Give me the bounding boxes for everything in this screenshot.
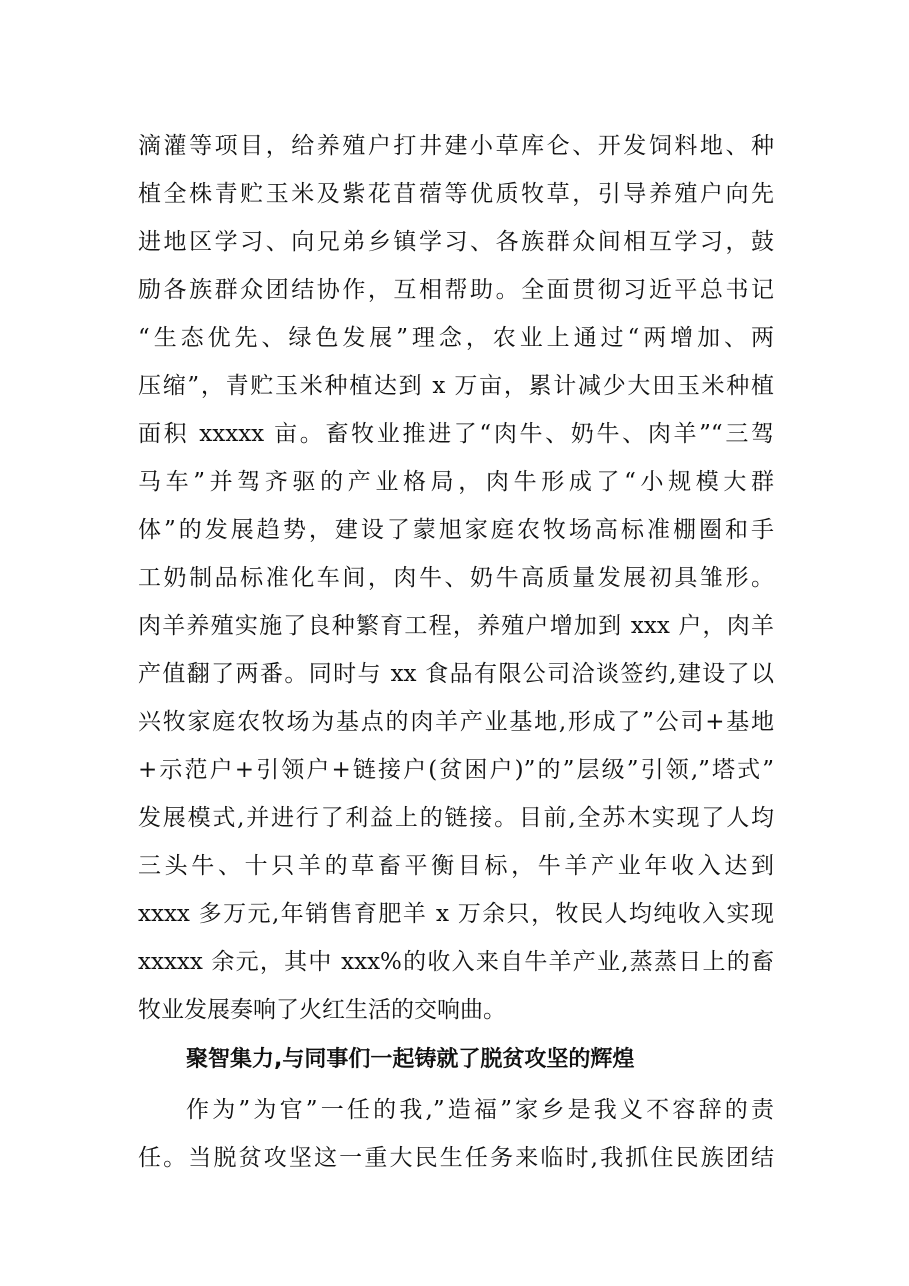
paragraph-line: 植全株青贮玉米及紫花苜蓿等优质牧草，引导养殖户向先	[138, 181, 774, 207]
paragraph-line: 工奶制品标准化车间，肉牛、奶牛高质量发展初具雏形。	[138, 565, 774, 591]
section-heading: 聚智集力,与同事们一起铸就了脱贫攻坚的辉煌	[186, 1047, 635, 1072]
paragraph-line: 任。当脱贫攻坚这一重大民生任务来临时,我抓住民族团结	[138, 1145, 774, 1171]
paragraph-line: 滴灌等项目，给养殖户打井建小草库仑、开发饲料地、种	[138, 133, 774, 159]
paragraph-line: 三头牛、十只羊的草畜平衡目标，牛羊产业年收入达到	[138, 853, 774, 879]
paragraph-line: 兴牧家庭农牧场为基点的肉羊产业基地,形成了”公司+基地	[138, 709, 774, 735]
paragraph-line: 作为”为官”一任的我,”造福”家乡是我义不容辞的责	[186, 1097, 774, 1123]
paragraph-line: 牧业发展奏响了火红生活的交响曲。	[138, 997, 506, 1023]
paragraph-line: 产值翻了两番。同时与 xx 食品有限公司洽谈签约,建设了以	[138, 661, 774, 687]
paragraph-line: “生态优先、绿色发展”理念，农业上通过“两增加、两	[138, 325, 774, 351]
paragraph-line: 面积 xxxxx 亩。畜牧业推进了“肉牛、奶牛、肉羊”“三驾	[138, 421, 774, 447]
paragraph-line: 进地区学习、向兄弟乡镇学习、各族群众间相互学习，鼓	[138, 229, 774, 255]
paragraph-line: 肉羊养殖实施了良种繁育工程，养殖户增加到 xxx 户，肉羊	[138, 613, 774, 639]
paragraph-line: 发展模式,并进行了利益上的链接。目前,全苏木实现了人均	[138, 805, 774, 831]
paragraph-line: +示范户+引领户+链接户(贫困户)”的”层级”引领,”塔式”	[138, 757, 774, 783]
paragraph-line: 马车”并驾齐驱的产业格局，肉牛形成了“小规模大群	[138, 469, 774, 495]
paragraph-line: 体”的发展趋势，建设了蒙旭家庭农牧场高标准棚圈和手	[138, 517, 774, 543]
paragraph-line: 励各族群众团结协作，互相帮助。全面贯彻习近平总书记	[138, 277, 774, 303]
paragraph-line: xxxx 多万元,年销售育肥羊 x 万余只，牧民人均纯收入实现	[138, 901, 774, 927]
document-body	[138, 122, 774, 1182]
paragraph-line: 压缩”，青贮玉米种植达到 x 万亩，累计减少大田玉米种植	[138, 373, 774, 399]
paragraph-line: xxxxx 余元，其中 xxx%的收入来自牛羊产业,蒸蒸日上的畜	[138, 949, 774, 975]
